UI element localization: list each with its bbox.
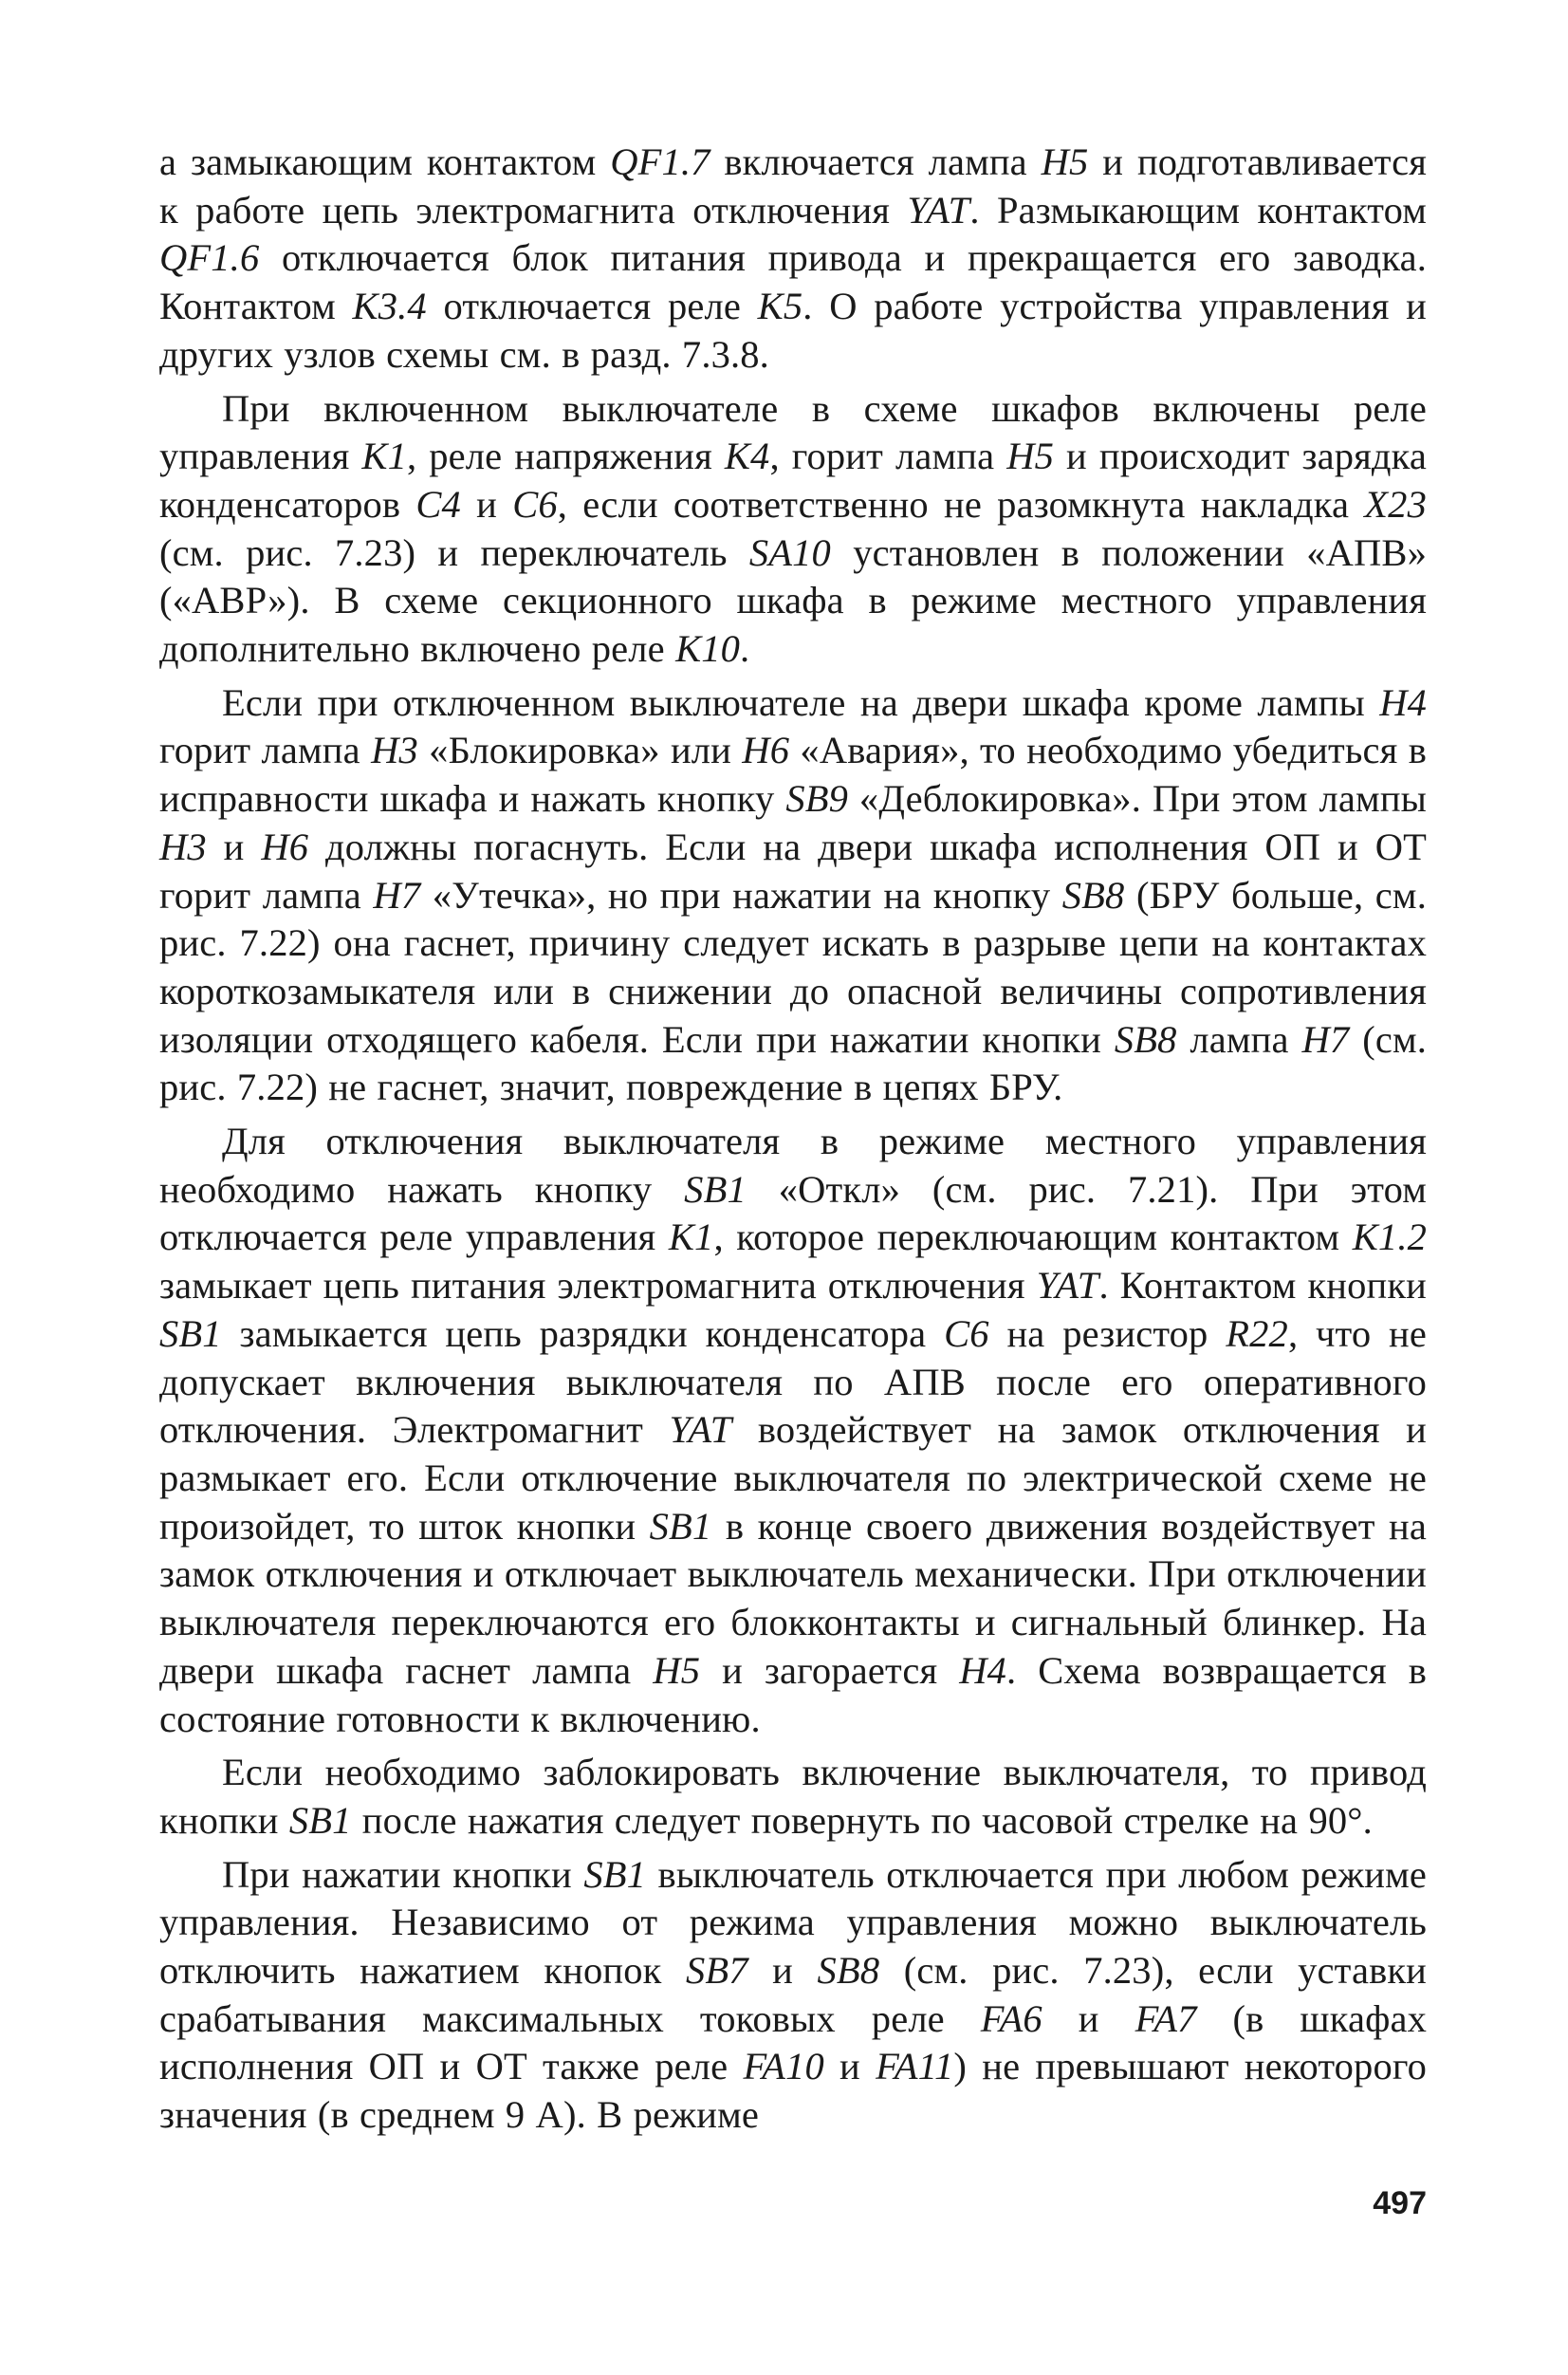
- designator: H5: [1041, 140, 1089, 183]
- designator: H4: [1379, 680, 1427, 724]
- designator: FA11: [876, 2045, 954, 2088]
- designator: SB8: [1114, 1017, 1177, 1061]
- page-number: 497: [1373, 2185, 1427, 2221]
- designator: K3.4: [352, 285, 427, 328]
- designator: SB1: [649, 1504, 712, 1548]
- designator: SB8: [1061, 873, 1125, 917]
- paragraph-2: При включенном выключателе в схеме шкафов включены реле управления K1, реле напряжения K4, горит лампа H5 и происходит зарядка конденсаторов C4 и C6, если соответственно не разомкнута накладка X23 (см. рис. 7.23) и переключатель SA10 установлен в положении «АПВ» («АВР»). В схеме секционного шкафа в режиме местного управления дополнительно включено реле K10.: [159, 386, 1427, 671]
- designator: H3: [371, 729, 418, 772]
- designator: SB7: [685, 1949, 748, 1993]
- designator: H6: [261, 825, 309, 868]
- designator: H3: [159, 825, 207, 868]
- designator: K1.2: [1352, 1215, 1428, 1259]
- designator: FA7: [1134, 1996, 1197, 2040]
- page-body: [159, 139, 1427, 2145]
- designator: YAT: [907, 188, 970, 232]
- paragraph-5: Если необходимо заблокировать включение выключателя, то привод кнопки SB1 после нажатия следует повернуть по часовой стрелке на 90°.: [159, 1751, 1427, 1842]
- designator: FA10: [743, 2045, 824, 2088]
- designator: QF1.6: [159, 236, 260, 280]
- designator: K5: [757, 285, 803, 328]
- designator: H5: [1006, 435, 1055, 478]
- paragraph-1: а замыкающим контактом QF1.7 включается лампа H5 и подготавливается к работе цепь электромагнита отключения YAT. Размыкающим контактом QF1.6 отключается блок питания привода и прекращается его заводка. Контактом K3.4 отключается реле K5. О работе устройства управления и других узлов схемы см. в разд. 7.3.8.: [159, 140, 1428, 376]
- designator: QF1.7: [610, 140, 710, 183]
- designator: C4: [415, 482, 461, 526]
- designator: YAT: [669, 1408, 732, 1452]
- designator: C6: [944, 1311, 989, 1355]
- designator: SB1: [684, 1167, 747, 1211]
- paragraph-4: Для отключения выключателя в режиме местного управления необходимо нажать кнопку SB1 «Откл» (см. рис. 7.21). При этом отключается реле управления K1, которое переключающим контактом K1.2 замыкает цепь питания электромагнита отключения YAT. Контактом кнопки SB1 замыкается цепь разрядки конденсатора C6 на резистор R22, что не допускает включения выключателя по АПВ после его оперативного отключения. Электромагнит YAT воздействует на замок отключения и размыкает его. Если отключение выключателя по электрической схеме не произойдет, то шток кнопки SB1 в конце своего движения воздействует на замок отключения и отключает выключатель механически. При отключении выключателя переключаются его блокконтакты и сигнальный блинкер. На двери шкафа гаснет лампа H5 и загорается H4. Схема возвращается в состояние готовности к включению.: [159, 1120, 1428, 1740]
- designator: SB1: [583, 1852, 647, 1896]
- paragraph-3: Если при отключенном выключателе на двери шкафа кроме лампы H4 горит лампа H3 «Блокировка» или H6 «Авария», то необходимо убедиться в исправности шкафа и нажать кнопку SB9 «Деблокировка». При этом лампы H3 и H6 должны погаснуть. Если на двери шкафа исполнения ОП и ОТ горит лампа H7 «Утечка», но при нажатии на кнопку SB8 (БРУ больше, см. рис. 7.22) она гаснет, причину следует искать в разрыве цепи на контактах короткозамыкателя или в снижении до опасной величины сопротивления изоляции отходящего кабеля. Если при нажатии кнопки SB8 лампа H7 (см. рис. 7.22) не гаснет, значит, повреждение в цепях БРУ.: [159, 680, 1428, 1109]
- designator: H7: [1301, 1017, 1350, 1061]
- designator: YAT: [1036, 1264, 1099, 1308]
- paragraph-6: При нажатии кнопки SB1 выключатель отключается при любом режиме управления. Независимо от режима управления можно выключатель отключить нажатием кнопок SB7 и SB8 (см. рис. 7.23), если уставки срабатывания максимальных токовых реле FA6 и FA7 (в шкафах исполнения ОП и ОТ также реле FA10 и FA11) не превышают некоторого значения (в среднем 9 А). В режиме: [159, 1852, 1428, 2137]
- designator: H6: [742, 729, 790, 772]
- designator: SB8: [817, 1949, 880, 1993]
- designator: X23: [1364, 482, 1427, 526]
- designator: SB1: [159, 1311, 222, 1355]
- designator: K1: [361, 435, 407, 478]
- designator: R22: [1226, 1311, 1288, 1355]
- designator: H5: [653, 1648, 701, 1692]
- designator: K4: [724, 435, 770, 478]
- designator: H4: [959, 1648, 1007, 1692]
- designator: FA6: [980, 1996, 1042, 2040]
- designator: C6: [512, 482, 558, 526]
- designator: H7: [373, 873, 421, 917]
- designator: SB9: [785, 777, 849, 821]
- designator: K10: [675, 627, 741, 671]
- designator: SA10: [748, 530, 831, 574]
- designator: K1: [668, 1215, 714, 1259]
- designator: SB1: [288, 1798, 352, 1842]
